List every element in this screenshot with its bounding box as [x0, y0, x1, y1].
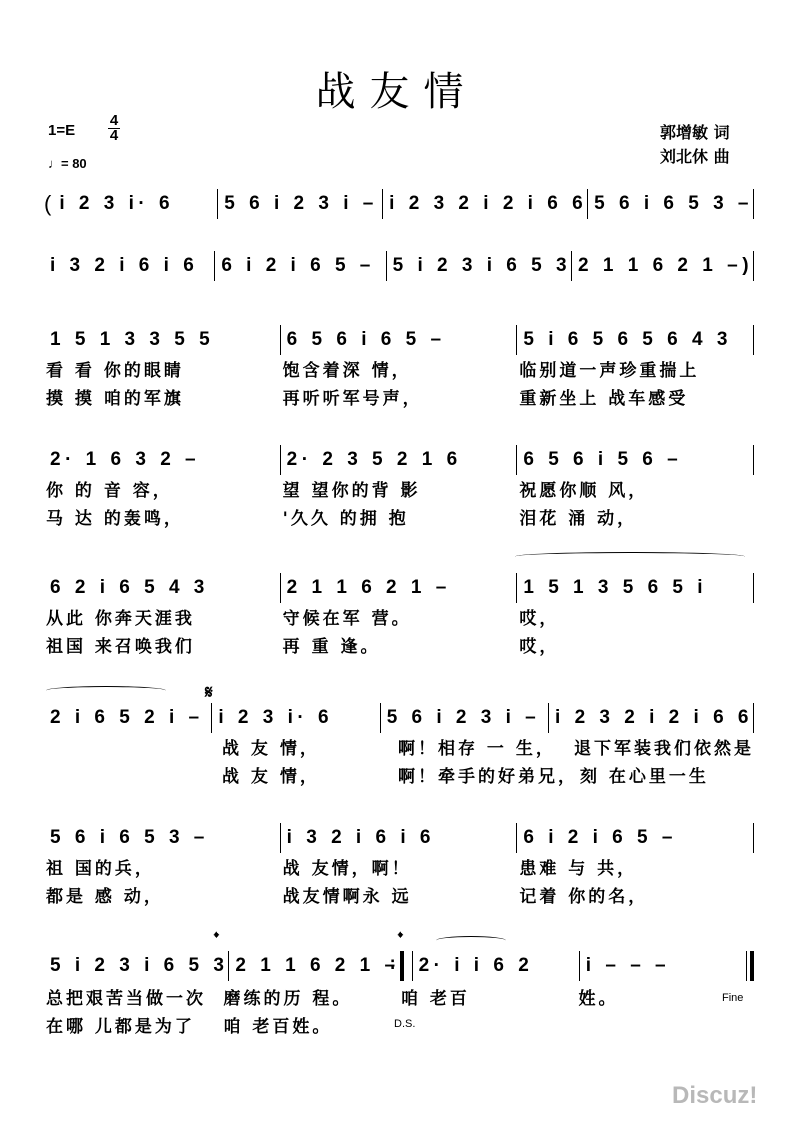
- time-signature: [108, 114, 120, 143]
- measure: i 2 3 i· 6: [59, 193, 175, 214]
- lyric: 战 友情，啊！: [282, 859, 412, 879]
- phrase-slur: [436, 936, 506, 945]
- measure: 5 6 i 2 3 i –: [386, 707, 541, 728]
- lyric: 记着 你的名，: [519, 887, 649, 907]
- score-row-2: [44, 246, 754, 286]
- measure: i 3 2 i 6 i 6: [50, 255, 199, 276]
- measure: 2 1 1 6 2 1 –): [578, 255, 754, 276]
- lyrics-verse-1: [44, 476, 754, 501]
- tempo-value: = 80: [61, 156, 87, 171]
- lyric: 患难 与 共，: [519, 859, 638, 879]
- lyric: 战 友 情，: [222, 739, 320, 759]
- lyrics-verse-1: [44, 854, 754, 879]
- lyrics-verse-1: [44, 604, 754, 629]
- lyric: 总把艰苦当做一次: [46, 989, 206, 1009]
- measure: 1 5 1 3 3 5 5: [50, 329, 215, 350]
- measure: 5 i 2 3 i 6 5 3: [392, 255, 572, 276]
- measure: 2· 2 3 5 2 1 6: [286, 449, 462, 470]
- lyrics-verse-2: [44, 882, 754, 907]
- lyric: 磨练的历 程。: [223, 989, 353, 1009]
- lyric: '久久 的拥 抱: [282, 509, 409, 529]
- lyric: 啊！牵手的好弟兄，: [398, 767, 578, 787]
- lyrics-verse-2: [44, 632, 754, 657]
- ds-marking: D.S.: [394, 1018, 416, 1030]
- lyric: 望 望你的背 影: [282, 481, 421, 501]
- lyrics-verse-2: [44, 384, 754, 409]
- lyric: 都是 感 动，: [46, 887, 164, 907]
- lyric: 在哪 儿都是为了: [46, 1017, 195, 1037]
- measure: 5 i 6 5 6 5 6 4 3: [523, 329, 732, 350]
- time-signature-bottom: 4: [109, 127, 119, 144]
- lyric: 姓。: [578, 989, 619, 1009]
- score-row-1: [44, 184, 754, 224]
- lyrics-verse-1: [44, 984, 754, 1009]
- lyric: 祝愿你顺 风，: [519, 481, 649, 501]
- measure: 6 2 i 6 5 4 3: [50, 577, 209, 598]
- lyric: 泪花 涌 动，: [519, 509, 638, 529]
- lyric: 摸 摸 咱的军旗: [46, 389, 184, 409]
- measure: 6 i 2 i 6 5 –: [221, 255, 375, 276]
- tempo-marking: [48, 156, 87, 171]
- measure: 2 1 1 6 2 1 –: [235, 955, 400, 976]
- lyric: [44, 734, 220, 759]
- fine-marking: Fine: [722, 992, 744, 1004]
- lyric: 战友情啊永 远: [282, 887, 412, 907]
- measure: 2· 1 6 3 2 –: [50, 449, 201, 470]
- lyrics-verse-1: [44, 356, 754, 381]
- measure: i 3 2 i 6 i 6: [286, 827, 435, 848]
- lyric: 守候在军 营。: [282, 609, 412, 629]
- lyric: 哎，: [519, 609, 560, 629]
- key-signature: 1=E: [48, 122, 76, 139]
- lyric: [399, 1012, 577, 1037]
- lyric: [577, 1012, 755, 1037]
- lyrics-verse-2: [44, 762, 754, 787]
- measure: i 2 3 2 i 2 i 6 6: [555, 707, 753, 728]
- time-signature-top: 4: [109, 112, 119, 129]
- measure: 5 6 i 2 3 i –: [224, 193, 378, 214]
- measure: 6 i 2 i 6 5 –: [523, 827, 677, 848]
- lyric: 咱 老百: [401, 989, 470, 1009]
- repeat-paren-open: (: [44, 191, 52, 216]
- composer-credit: 刘北休 曲: [660, 147, 730, 166]
- watermark: Discuz!: [672, 1082, 758, 1109]
- lyric: 从此 你奔天涯我: [46, 609, 195, 629]
- lyrics-verse-1: [44, 734, 754, 759]
- measure: 5 6 i 6 5 3 –: [50, 827, 209, 848]
- measure: 1 5 1 3 5 6 5 i: [523, 577, 708, 598]
- phrase-slur: [515, 552, 745, 561]
- lyric: 啊！相存 一 生，: [398, 739, 556, 759]
- measure: i 2 3 2 i 2 i 6 6: [389, 193, 588, 214]
- measure: 6 5 6 i 5 6 –: [523, 449, 683, 470]
- lyric: 饱含着深 情，: [282, 361, 412, 381]
- score-row-4: [44, 440, 754, 529]
- quarter-note-icon: ♩: [48, 156, 61, 171]
- lyric: 重新坐上 战车感受: [519, 389, 689, 409]
- measure: 6 5 6 i 6 5 –: [286, 329, 446, 350]
- lyrics-verse-2: [44, 504, 754, 529]
- lyric: 退下军装我们依然是: [574, 739, 754, 759]
- score-row-3: [44, 320, 754, 409]
- lyric: 祖 国的兵，: [46, 859, 155, 879]
- lyric: 再 重 逢。: [282, 637, 381, 657]
- lyric: [44, 762, 220, 787]
- phrase-slur: [46, 686, 166, 695]
- lyric: 战 友 情，: [222, 767, 320, 787]
- lyricist-credit: 郭增敏 词: [660, 123, 730, 142]
- lyric: 祖国 来召唤我们: [46, 637, 195, 657]
- lyric: 再听听军号声，: [282, 389, 423, 409]
- measure: i – – –: [585, 955, 671, 976]
- measure: 2 i 6 5 2 i –: [50, 707, 204, 728]
- lyric: 刻 在心里一生: [580, 767, 709, 787]
- lyric: 你 的 音 容，: [46, 481, 173, 501]
- lyric: 马 达 的轰鸣，: [46, 509, 184, 529]
- score-row-6: [44, 698, 754, 787]
- lyric: 看 看 你的眼睛: [46, 361, 184, 381]
- segno-sign: 𝄋: [205, 682, 213, 703]
- coda-sign: 𝄌: [214, 930, 219, 946]
- coda-sign: 𝄌: [398, 930, 403, 946]
- page-title: 战友情: [315, 69, 478, 115]
- lyric: 咱 老百姓。: [223, 1017, 333, 1037]
- lyric: 哎，: [519, 637, 560, 657]
- measure: 2· i i 6 2: [418, 955, 534, 976]
- measure: 2 1 1 6 2 1 –: [286, 577, 451, 598]
- measure: 5 6 i 6 5 3 –: [594, 193, 753, 214]
- score-row-7: [44, 818, 754, 907]
- lyric: 临别道一声珍重揣上: [519, 361, 700, 381]
- measure: 5 i 2 3 i 6 5 3: [50, 955, 229, 976]
- score-row-5: [44, 568, 754, 657]
- measure: i 2 3 i· 6: [218, 707, 334, 728]
